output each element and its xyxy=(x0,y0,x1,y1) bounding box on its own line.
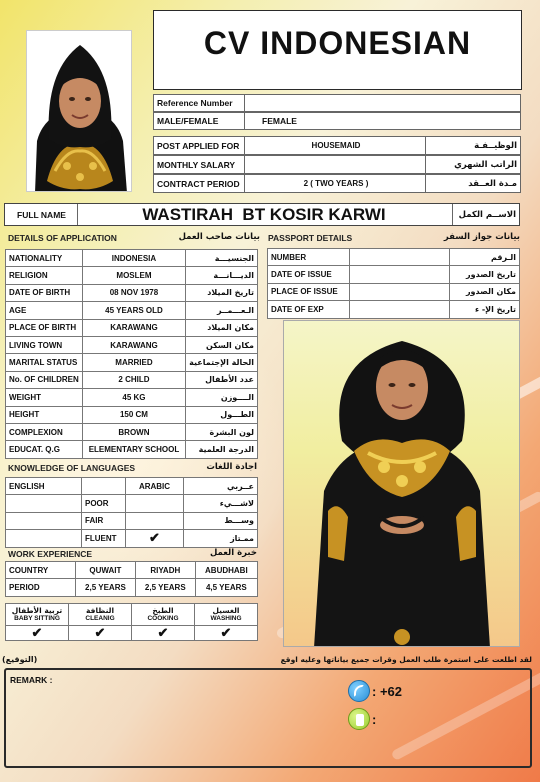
passport-arabic-label: مكان الصدور xyxy=(450,283,520,300)
english-level-cell xyxy=(82,478,126,495)
application-row xyxy=(6,389,258,406)
application-row xyxy=(6,319,258,336)
skills-check-row xyxy=(6,626,258,641)
passport-value xyxy=(350,266,450,283)
experience-table xyxy=(5,561,258,597)
contract-label: CONTRACT PERIOD xyxy=(157,178,240,189)
field-arabic-label: مكان الميلاد xyxy=(186,319,258,336)
mobile-contact xyxy=(348,708,376,730)
field-value: MARRIED xyxy=(82,354,185,371)
level-arabic-label: ممـتاز xyxy=(184,530,258,547)
skill-arabic: الغسيل xyxy=(212,605,240,615)
passport-label: PLACE OF ISSUE xyxy=(268,283,350,300)
passport-row xyxy=(268,301,520,318)
application-row xyxy=(6,302,258,319)
field-label: AGE xyxy=(6,302,83,319)
skill-arabic: النظافة xyxy=(85,605,115,615)
phone-text: : +62 xyxy=(372,683,402,699)
application-row xyxy=(6,336,258,353)
experience-heading-arabic: خبرة العمل xyxy=(209,548,257,558)
field-arabic-label: الحالة الإجتماعية xyxy=(186,354,258,371)
country-cell: QUWAIT xyxy=(76,562,136,579)
passport-row xyxy=(268,283,520,300)
field-arabic-label: الـعـــمــر xyxy=(186,302,258,319)
salary-arabic-label: الراتب الشهري xyxy=(454,159,517,170)
field-value: 150 CM xyxy=(82,406,185,423)
mobile-text: : xyxy=(372,711,377,727)
level-label: POOR xyxy=(82,495,126,512)
declaration-text: لقد اطلعت على استمرة طلب العمل وقرات جميع بياناتها وعليه اوقع xyxy=(280,655,532,664)
field-value: KARAWANG xyxy=(82,336,185,353)
country-label: COUNTRY xyxy=(6,562,76,579)
languages-header-row xyxy=(6,478,258,495)
passport-value xyxy=(350,301,450,318)
empty-cell xyxy=(6,530,82,547)
reference-row xyxy=(153,94,521,112)
field-arabic-label: الجنسيـــة xyxy=(186,250,258,267)
field-value: KARAWANG xyxy=(82,319,185,336)
passport-row xyxy=(268,249,520,266)
language-level-row xyxy=(6,530,258,547)
fullname-value: WASTIRAH BT KOSIR KARWI xyxy=(142,204,386,224)
passport-label: NUMBER xyxy=(268,249,350,266)
salary-label: MONTHLY SALARY xyxy=(157,159,236,170)
title-box xyxy=(153,10,522,90)
phone-icon xyxy=(348,680,370,702)
experience-heading: WORK EXPERIENCE xyxy=(8,549,93,559)
application-heading: DETAILS OF APPLICATION xyxy=(8,233,117,243)
field-arabic-label: الــــوزن xyxy=(186,389,258,406)
country-cell: RIYADH xyxy=(135,562,195,579)
field-value: INDONESIA xyxy=(82,250,185,267)
period-cell: 2,5 YEARS xyxy=(76,579,136,596)
skills-label-row xyxy=(6,604,258,626)
arabic-column-label: ARABIC xyxy=(126,478,184,495)
application-row xyxy=(6,423,258,440)
language-level-row xyxy=(6,495,258,512)
field-value: ELEMENTARY SCHOOL xyxy=(82,441,185,458)
field-value: 08 NOV 1978 xyxy=(82,284,185,301)
empty-cell xyxy=(6,512,82,529)
field-label: HEIGHT xyxy=(6,406,83,423)
job-block xyxy=(153,136,521,193)
skills-table xyxy=(5,603,258,641)
phone-contact xyxy=(348,680,402,702)
level-label: FLUENT xyxy=(82,530,126,547)
field-arabic-label: عدد الأطفال xyxy=(186,371,258,388)
cv-title: CV INDONESIAN xyxy=(203,25,472,61)
field-value: 2 CHILD xyxy=(82,371,185,388)
skill-arabic: تربية الأطفال xyxy=(11,605,63,615)
passport-heading: PASSPORT DETAILS xyxy=(268,233,353,243)
application-row xyxy=(6,250,258,267)
level-check-cell xyxy=(126,495,184,512)
field-value: MOSLEM xyxy=(82,267,185,284)
passport-label: DATE OF EXP xyxy=(268,301,350,318)
field-label: WEIGHT xyxy=(6,389,83,406)
mobile-icon xyxy=(348,708,370,730)
application-row xyxy=(6,406,258,423)
passport-heading-arabic: بيانات جواز السفر xyxy=(443,232,520,242)
field-arabic-label: مكان السكن xyxy=(186,336,258,353)
field-label: MARITAL STATUS xyxy=(6,354,83,371)
field-label: RELIGION xyxy=(6,267,83,284)
fullname-row xyxy=(4,203,520,226)
field-label: PLACE OF BIRTH xyxy=(6,319,83,336)
experience-country-row xyxy=(6,562,258,579)
field-arabic-label: الديـــانـــة xyxy=(186,267,258,284)
passport-label: DATE OF ISSUE xyxy=(268,266,350,283)
level-arabic-label: وســـط xyxy=(184,512,258,529)
full-body-photo xyxy=(283,320,520,647)
passport-arabic-label: تاريخ الصدور xyxy=(450,266,520,283)
field-label: No. OF CHILDREN xyxy=(6,371,83,388)
remark-box xyxy=(4,668,532,768)
field-value: BROWN xyxy=(82,423,185,440)
reference-label: Reference Number xyxy=(157,98,233,108)
passport-value xyxy=(350,283,450,300)
passport-arabic-label: الـرقم xyxy=(450,249,520,266)
application-heading-arabic: بيانات صاحب العمل xyxy=(178,232,260,242)
passport-row xyxy=(268,266,520,283)
job-arabic-label: الوظيــفـة xyxy=(474,140,517,151)
gender-row xyxy=(153,112,521,130)
level-check-cell xyxy=(126,512,184,529)
period-label: PERIOD xyxy=(6,579,76,596)
job-row xyxy=(153,136,521,155)
field-label: COMPLEXION xyxy=(6,423,83,440)
skill-label: CLEANIG xyxy=(85,614,115,622)
field-label: LIVING TOWN xyxy=(6,336,83,353)
application-row xyxy=(6,371,258,388)
skill-label: WASHING xyxy=(210,614,242,622)
field-arabic-label: الدرجة العلمية xyxy=(186,441,258,458)
application-row xyxy=(6,441,258,458)
contract-row xyxy=(153,174,521,193)
job-label: POST APPLIED FOR xyxy=(157,140,240,151)
fullname-arabic-label: الاســم الكمل xyxy=(458,209,516,220)
contract-value: 2 ( TWO YEARS ) xyxy=(303,179,369,188)
application-table xyxy=(5,249,258,459)
field-label: EDUCAT. Q.G xyxy=(6,441,83,458)
remark-label: REMARK : xyxy=(10,675,53,685)
fullname-label: FULL NAME xyxy=(17,209,66,220)
small-portrait-photo xyxy=(26,30,132,192)
field-label: NATIONALITY xyxy=(6,250,83,267)
level-arabic-label: لاشـــيء xyxy=(184,495,258,512)
passport-arabic-label: تاريخ الإ- ء xyxy=(450,301,520,318)
field-arabic-label: لون البشرة xyxy=(186,423,258,440)
field-arabic-label: الطـــول xyxy=(186,406,258,423)
field-value: 45 YEARS OLD xyxy=(82,302,185,319)
passport-table xyxy=(267,248,520,319)
contract-arabic-label: مـدة العــقد xyxy=(468,178,517,189)
passport-value xyxy=(350,249,450,266)
skill-label: COOKING xyxy=(147,614,179,622)
period-cell: 2,5 YEARS xyxy=(135,579,195,596)
skill-checkmark-icon: ✔ xyxy=(69,626,132,641)
field-value: 45 KG xyxy=(82,389,185,406)
language-level-row xyxy=(6,512,258,529)
skill-checkmark-icon: ✔ xyxy=(195,626,258,641)
gender-label: MALE/FEMALE xyxy=(157,116,219,126)
country-cell: ABUDHABI xyxy=(195,562,257,579)
skill-checkmark-icon: ✔ xyxy=(6,626,69,641)
experience-period-row xyxy=(6,579,258,596)
skill-label: BABY SITTING xyxy=(14,614,60,622)
application-row xyxy=(6,267,258,284)
languages-heading: KNOWLEDGE OF LANGUAGES xyxy=(8,463,136,473)
skill-arabic: الطبخ xyxy=(152,605,174,615)
period-cell: 4,5 YEARS xyxy=(195,579,257,596)
skill-checkmark-icon: ✔ xyxy=(132,626,195,641)
application-row xyxy=(6,284,258,301)
salary-row xyxy=(153,155,521,174)
languages-heading-arabic: اجادة اللغات xyxy=(206,462,257,472)
job-value: HOUSEMAID xyxy=(311,141,361,150)
gender-value: FEMALE xyxy=(262,116,297,126)
application-row xyxy=(6,354,258,371)
fluent-checkmark-icon: ✔ xyxy=(126,530,184,547)
empty-cell xyxy=(6,495,82,512)
arabic-column-label-ar: عــربي xyxy=(184,478,258,495)
field-arabic-label: تاريخ الميلاد xyxy=(186,284,258,301)
languages-table xyxy=(5,477,258,548)
english-column-label: ENGLISH xyxy=(6,478,82,495)
level-label: FAIR xyxy=(82,512,126,529)
field-label: DATE OF BIRTH xyxy=(6,284,83,301)
signature-label: (التوقيع) xyxy=(2,655,38,664)
